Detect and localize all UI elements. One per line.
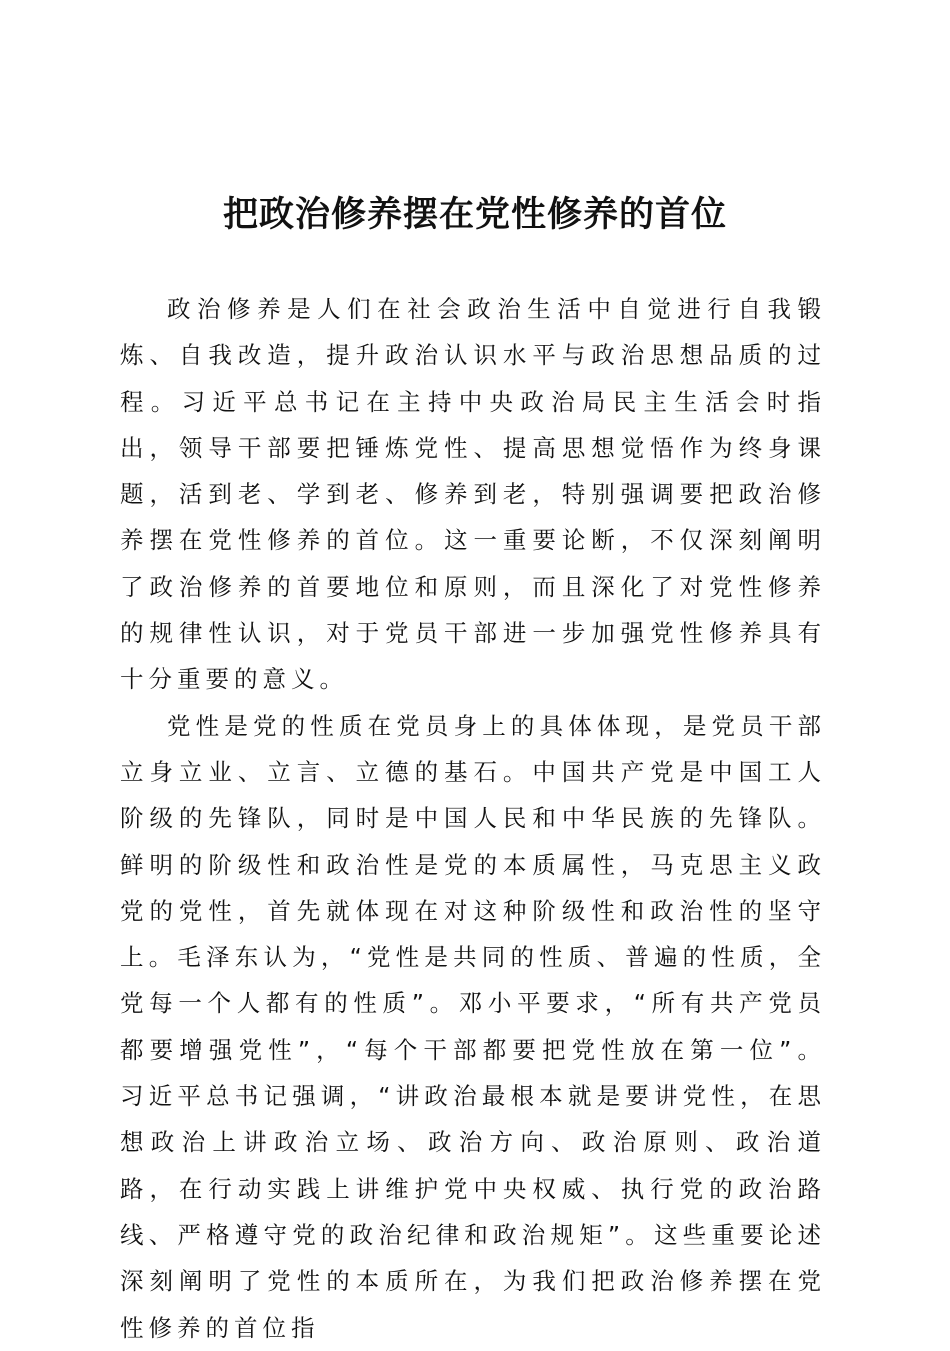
- document-body: [120, 286, 826, 1351]
- paragraph-1: 政治修养是人们在社会政治生活中自觉进行自我锻炼、自我改造，提升政治认识水平与政治思想品质的过程。习近平总书记在主持中央政治局民主生活会时指出，领导干部要把锤炼党性、提高思想觉悟作为终身课题，活到老、学到老、修养到老，特别强调要把政治修养摆在党性修养的首位。这一重要论断，不仅深刻阐明了政治修养的首要地位和原则，而且深化了对党性修养的规律性认识，对于党员干部进一步加强党性修养具有十分重要的意义。: [120, 295, 826, 694]
- paragraph-2: 党性是党的性质在党员身上的具体体现，是党员干部立身立业、立言、立德的基石。中国共产党是中国工人阶级的先锋队，同时是中国人民和中华民族的先锋队。鲜明的阶级性和政治性是党的本质属性，马克思主义政党的党性，首先就体现在对这种阶级性和政治性的坚守上。毛泽东认为，“党性是共同的性质、普遍的性质，全党每一个人都有的性质”。邓小平要求，“所有共产党员都要增强党性”，“每个干部都要把党性放在第一位”。习近平总书记强调，“讲政治最根本就是要讲党性，在思想政治上讲政治立场、政治方向、政治原则、政治道路，在行动实践上讲维护党中央权威、执行党的政治路线、严格遵守党的政治纪律和政治规矩”。这些重要论述深刻阐明了党性的本质所在，为我们把政治修养摆在党性修养的首位指: [120, 711, 826, 1342]
- document-title: 把政治修养摆在党性修养的首位: [222, 194, 727, 235]
